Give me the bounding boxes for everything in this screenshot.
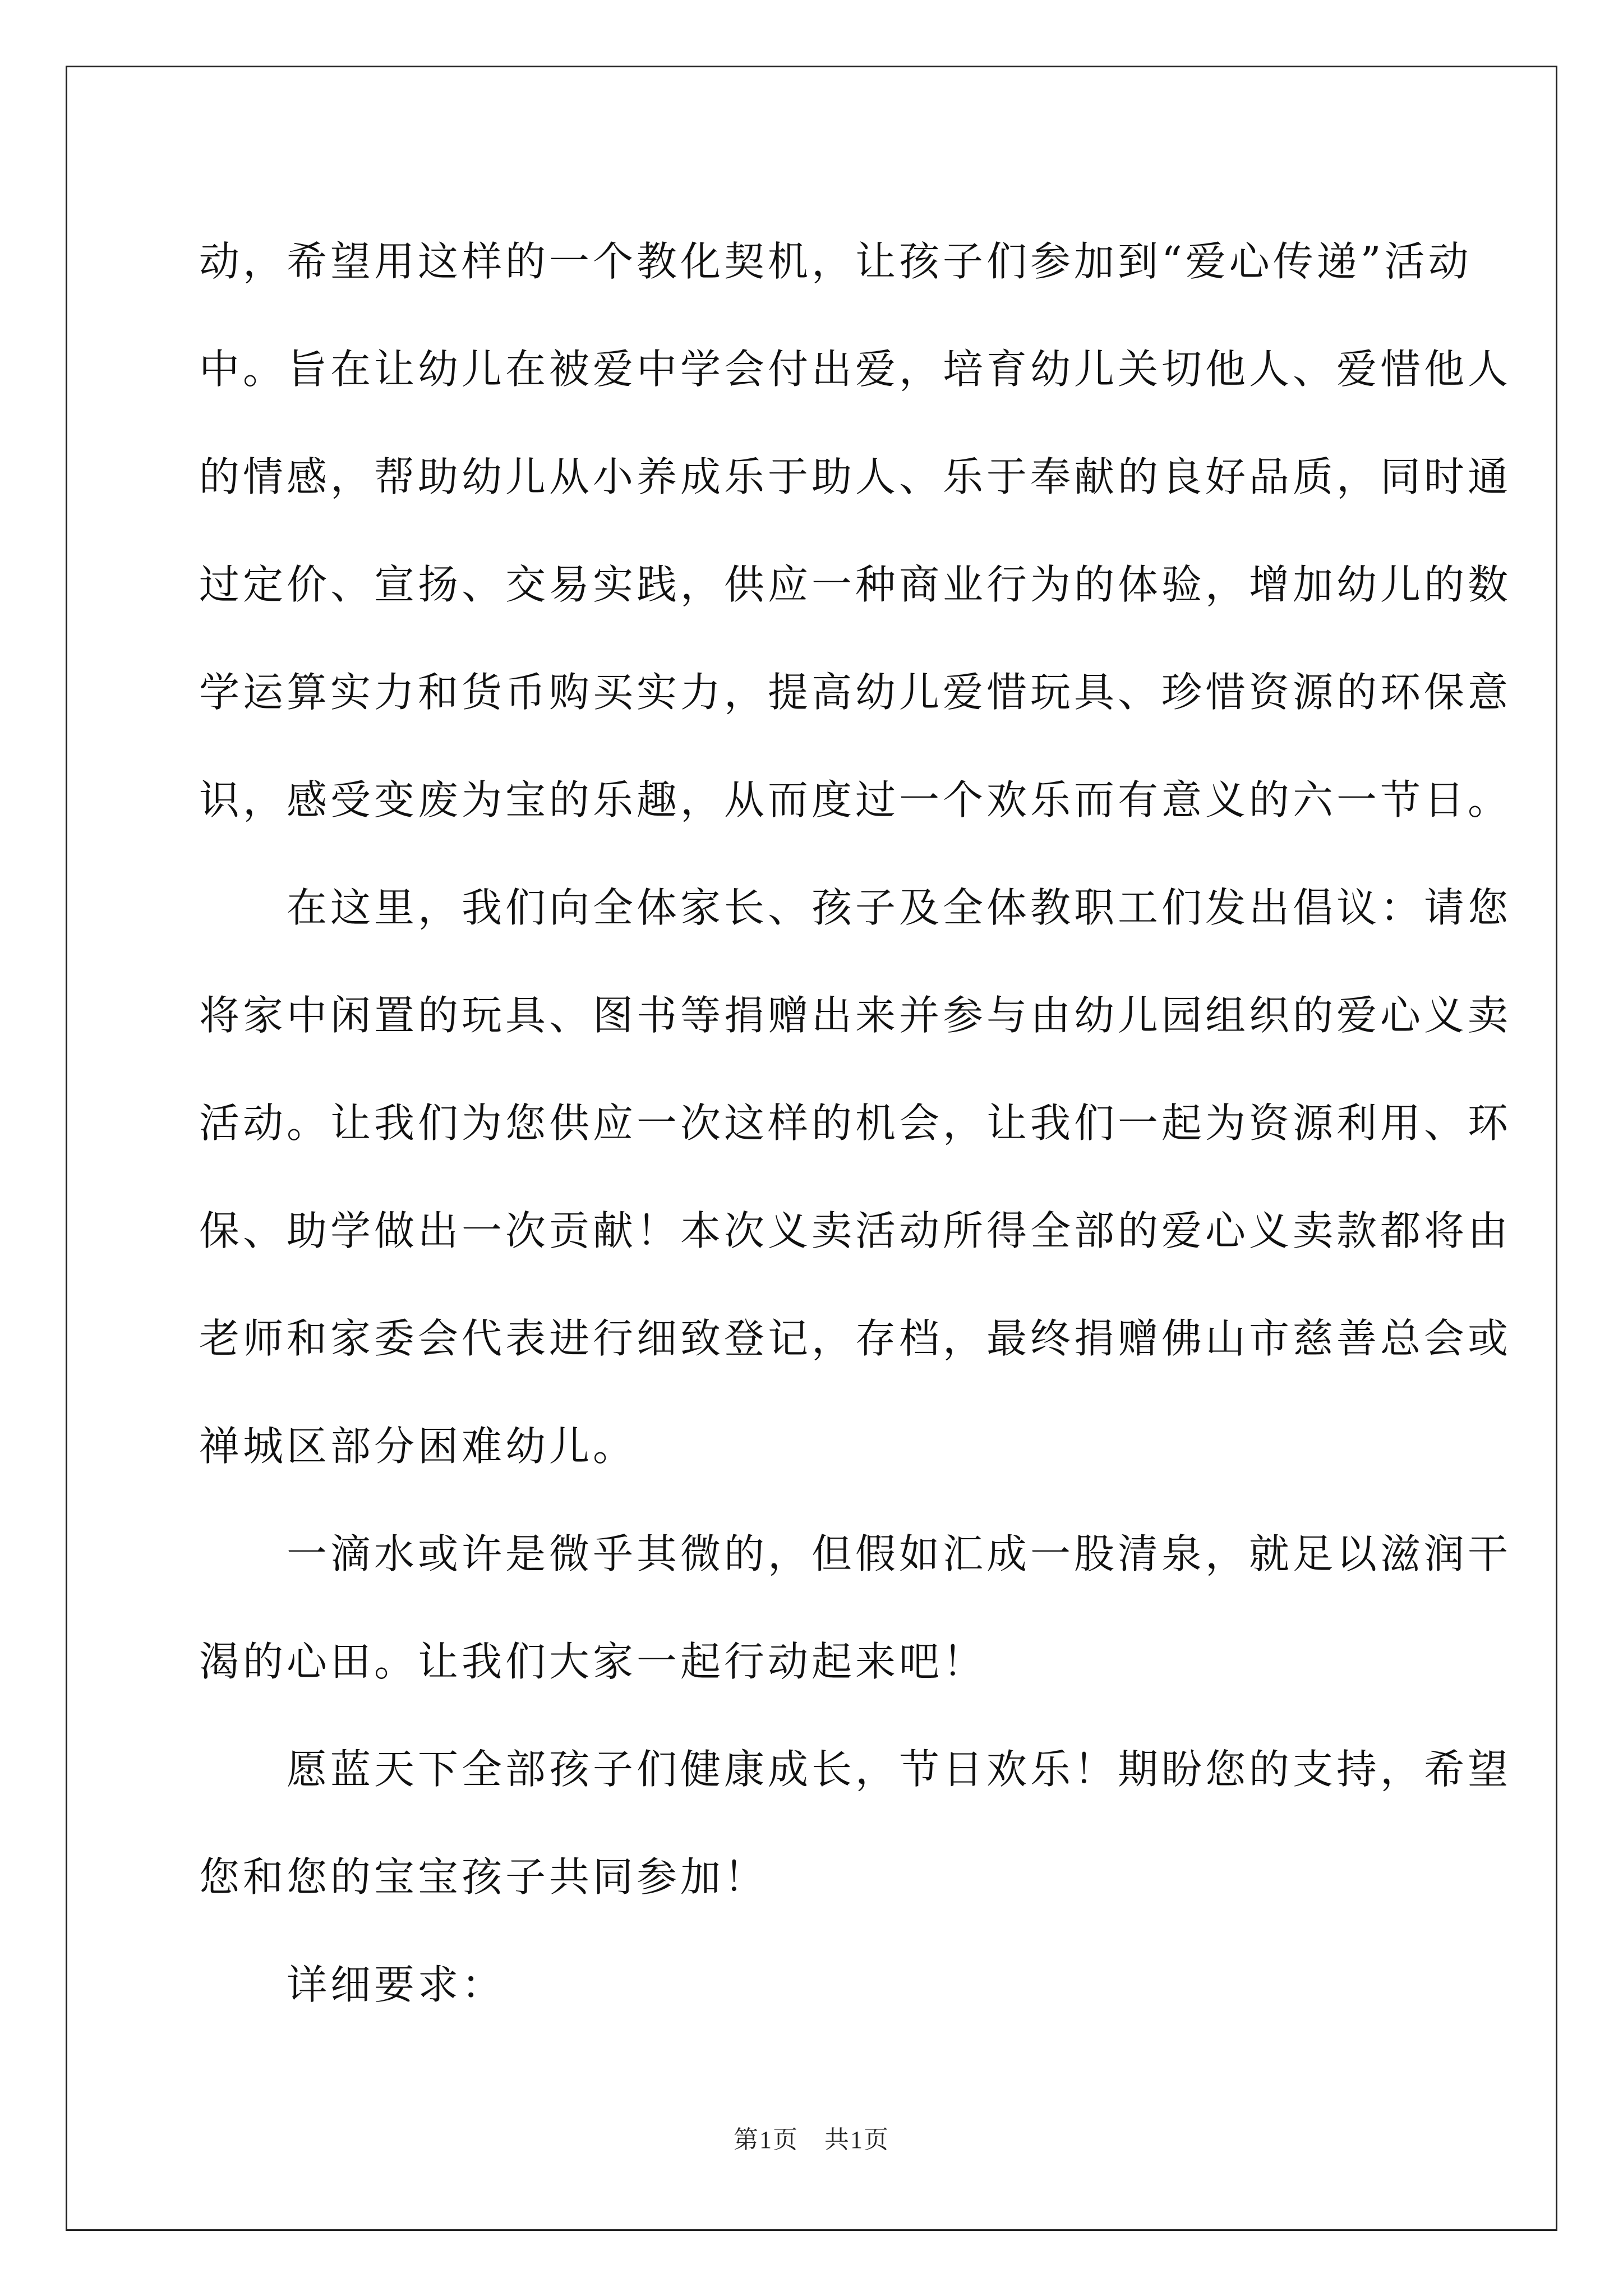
text-line: 详细要求： (199, 1961, 506, 2008)
text-line: 您和您的宝宝孩子共同参加！ (199, 1853, 768, 1901)
text-line: 动，希望用这样的一个教化契机，让孩子们参加到“爱心传递”活动 (199, 238, 1472, 285)
text-line: 过定价、宣扬、交易实践，供应一种商业行为的体验，增加幼儿的数 (199, 561, 1512, 608)
text-line: 禅城区部分困难幼儿。 (199, 1423, 637, 1470)
text-line: 在这里，我们向全体家长、孩子及全体教职工们发出倡议：请您 (199, 884, 1512, 931)
text-line: 中。旨在让幼儿在被爱中学会付出爱，培育幼儿关切他人、爱惜他人 (199, 346, 1512, 393)
text-line: 活动。让我们为您供应一次这样的机会，让我们一起为资源利用、环 (199, 1099, 1512, 1147)
document-body (199, 208, 1512, 2039)
page-number-label: 第1页 共1页 (734, 2126, 889, 2154)
text-line: 保、助学做出一次贡献！本次义卖活动所得全部的爱心义卖款都将由 (199, 1207, 1512, 1254)
text-line: 识，感受变废为宝的乐趣，从而度过一个欢乐而有意义的六一节日。 (199, 776, 1512, 823)
text-line: 学运算实力和货币购买实力，提高幼儿爱惜玩具、珍惜资源的环保意 (199, 669, 1512, 716)
text-line: 一滴水或许是微乎其微的，但假如汇成一股清泉，就足以滋润干 (199, 1530, 1512, 1577)
text-line: 老师和家委会代表进行细致登记，存档，最终捐赠佛山市慈善总会或 (199, 1315, 1512, 1362)
text-line: 的情感，帮助幼儿从小养成乐于助人、乐于奉献的良好品质，同时通 (199, 453, 1512, 500)
text-line: 将家中闲置的玩具、图书等捐赠出来并参与由幼儿园组织的爱心义卖 (199, 992, 1512, 1039)
text-line: 渴的心田。让我们大家一起行动起来吧！ (199, 1638, 987, 1685)
page-footer (0, 2119, 1623, 2155)
text-lines (199, 208, 1512, 2039)
text-line: 愿蓝天下全部孩子们健康成长，节日欢乐！期盼您的支持，希望 (199, 1746, 1512, 1793)
